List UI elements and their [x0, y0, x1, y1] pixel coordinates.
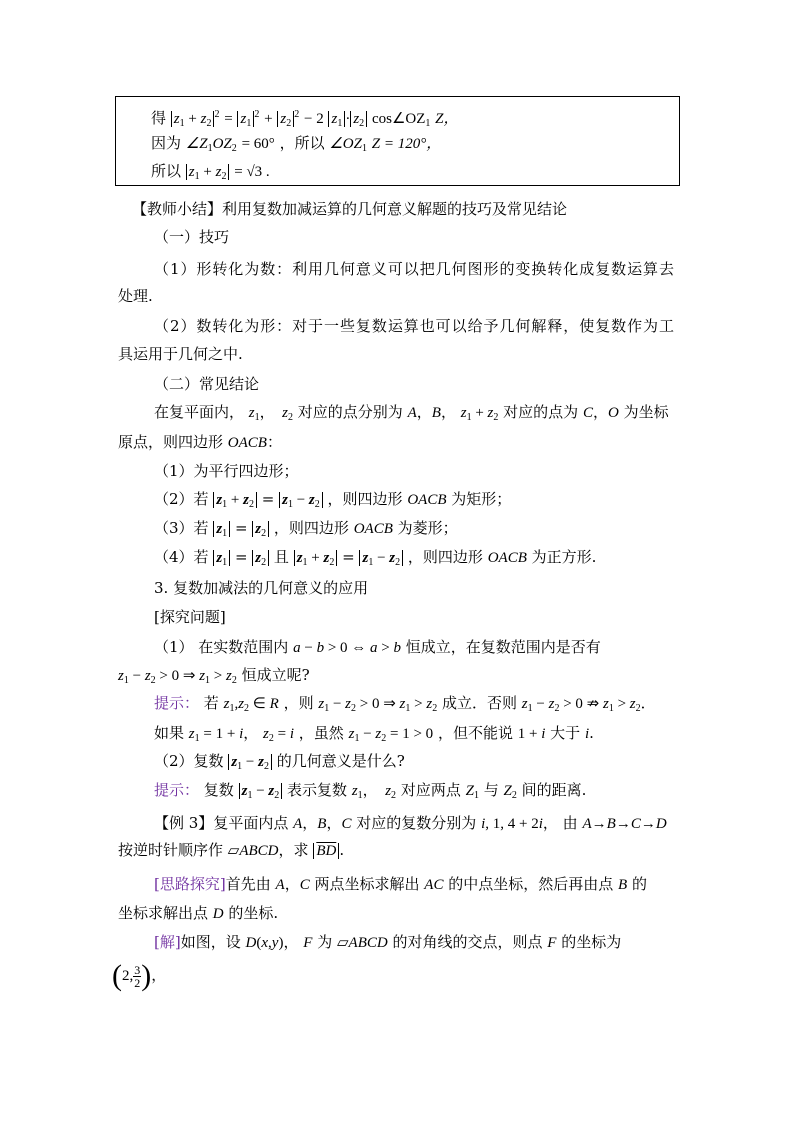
- solution-label: [解]: [154, 933, 181, 951]
- summary-heading-conclusions: （二）常见结论: [154, 375, 260, 393]
- hint-label: 提示：: [154, 694, 200, 712]
- derivation-line-1: 得 $z_1 + z_2^2 = z_1^2 + z_2^2 - 2$ $z_1 \cdot z_2$ $\cos\angle OZ_1$ Z，: [151, 109, 459, 129]
- solution-line-2: (2, $\frac{3}{2}$ )，: [112, 959, 167, 992]
- summary-conclusion-2: （2）若 $z_1 + z_2 = z_1 - z_2$ ，则四边形 OACB 为矩形；: [154, 490, 512, 510]
- summary-title: 【教师小结】利用复数加减运算的几何意义解题的技巧及常见结论: [132, 200, 568, 218]
- summary-conclusion-4: （4）若 $z_1 = z_2$ 且 $z_1 + z_2 = z_1 - z_2$ ，则四边形 OACB 为正方形.: [154, 548, 597, 568]
- summary-tip-2a: （2）数转化为形：对于一些复数运算也可以给予几何解释，使复数作为工: [154, 317, 674, 335]
- hint-label: 提示：: [154, 781, 200, 799]
- section-3-title: 3. 复数加减法的几何意义的应用: [154, 579, 369, 597]
- summary-conclusion-1: （1）为平行四边形；: [154, 462, 299, 480]
- derivation-line-2: 因为 $\angle Z_1OZ_2 = 60^\circ$ ，所以 $\angle OZ_1$ Z = 120°，: [151, 134, 442, 154]
- summary-conclusion-3: （3）若 $z_1 = z_2$ ，则四边形 OACB 为菱形；: [154, 519, 458, 539]
- think-line-2: 坐标求解出点 D 的坐标.: [118, 904, 279, 922]
- hint-1-example: 如果 $z_1 = 1 + i$， $z_2 = i$ ，虽然 $z_1 - z_2 = 1 > 0$ ，但不能说 1 + i 大于 i.: [154, 724, 594, 744]
- summary-tip-1a: （1）形转化为数：利用几何意义可以把几何图形的变换转化成复数运算去: [154, 260, 674, 278]
- example-3-line-2: 按逆时针顺序作 ▱ABCD，求 $\overline{BD}$ .: [118, 841, 345, 859]
- summary-conclusion-intro-a: 在复平面内， $z_1$， $z_2$ 对应的点分别为 A，B， $z_1 + z_2$ 对应的点为 C，O 为坐标: [154, 403, 669, 423]
- example-3-line-1: 【例 3】复平面内点 A，B，C 对应的复数分别为 i, 1, 4 + 2i， 由 A→B→C→D: [154, 814, 667, 832]
- summary-tip-2b: 具运用于几何之中.: [118, 345, 243, 363]
- solution-line-1: [解]如图，设 D(x,y)， F 为 ▱ABCD 的对角线的交点，则点 F 的坐标为: [154, 933, 622, 951]
- question-2: （2）复数 $z_1 - z_2$ 的几何意义是什么?: [154, 752, 405, 772]
- explore-heading: [探究问题]: [154, 608, 226, 626]
- question-1a: （1） 在实数范围内 a − b > 0 ⇔ a > b 恒成立，在复数范围内是否有: [154, 638, 601, 656]
- question-1b: $z_1 - z_2 > 0$ ⇒ $z_1 > z_2$ 恒成立呢?: [118, 666, 310, 686]
- hint-2: 提示： 复数 $z_1 - z_2$ 表示复数 $z_1$， $z_2$ 对应两点 $Z_1$ 与 $Z_2$ 间的距离.: [154, 781, 587, 801]
- hint-1: 提示： 若 $z_1,z_2$ ∈ R ，则 $z_1 - z_2 > 0$ ⇒ $z_1 > z_2$ 成立．否则 $z_1 - z_2 > 0$ ⇏ $z_1 > z_2$．: [154, 694, 656, 714]
- summary-heading-tips: （一）技巧: [154, 228, 230, 246]
- summary-conclusion-intro-b: 原点，则四边形 OACB：: [118, 433, 282, 451]
- think-label: [思路探究]: [154, 875, 226, 893]
- derivation-box: [115, 96, 680, 186]
- think-line-1: [思路探究]首先由 A，C 两点坐标求解出 AC 的中点坐标，然后再由点 B 的: [154, 875, 648, 893]
- derivation-line-3: 所以 $z_1 + z_2 = √3$ .: [151, 162, 270, 182]
- example-label: 【例 3】: [154, 814, 214, 832]
- summary-tip-1b: 处理.: [118, 287, 153, 305]
